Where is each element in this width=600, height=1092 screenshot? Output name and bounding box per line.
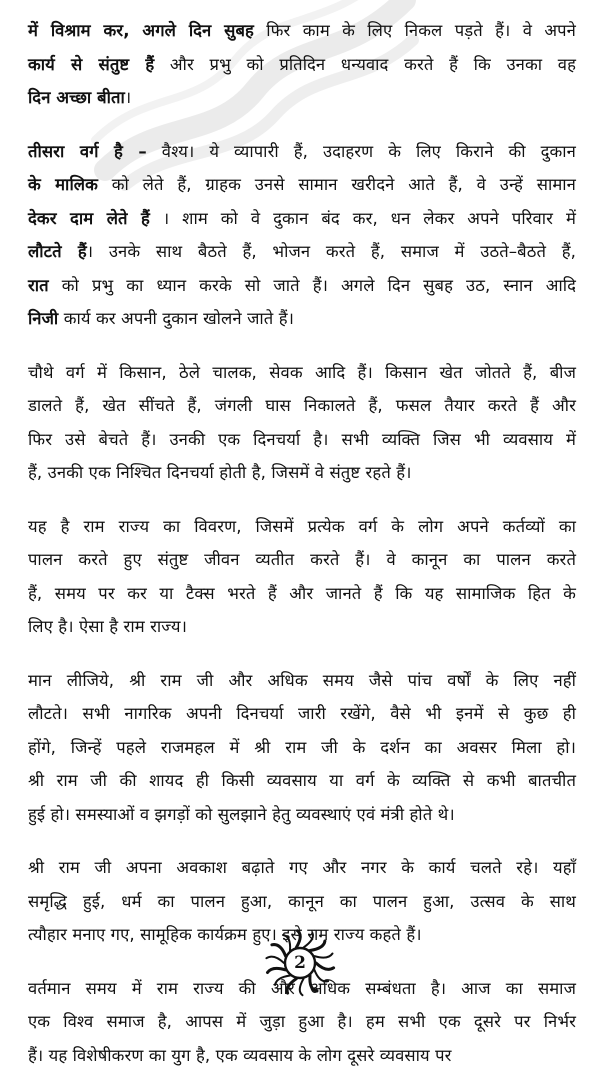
paragraph bbox=[28, 664, 576, 832]
text-line bbox=[28, 798, 576, 832]
line-text: कार्य कर अपनी दुकान खोलने जाते हैं। bbox=[58, 309, 295, 328]
line-text: हैं, उनकी एक निश्चित दिनचर्या होती है, जिसमें वे संतुष्ट रहते हैं। bbox=[28, 463, 412, 482]
paragraph bbox=[28, 135, 576, 336]
bold-text: के मालिक bbox=[28, 175, 98, 194]
line-text: । bbox=[124, 88, 132, 107]
line-text: श्री राम जी की शायद ही किसी व्यवसाय या वर्ग के व्यक्ति से कभी बातचीत bbox=[28, 771, 576, 790]
line-text: को लेते हैं, ग्राहक उनसे सामान खरीदने आते हैं, वे उन्हें सामान bbox=[97, 175, 576, 194]
page-number: 2 bbox=[294, 953, 306, 973]
text-line bbox=[28, 1039, 576, 1073]
line-text: डालते हैं, खेत सींचते हैं, जंगली घास निकालते हैं, फसल तैयार करते हैं और bbox=[28, 396, 576, 415]
text-line bbox=[28, 456, 576, 490]
line-text: लौटते। सभी नागरिक अपनी दिनचर्या जारी रखेंगे, वैसे भी इनमें से कुछ ही bbox=[28, 704, 576, 723]
line-text: चौथे वर्ग में किसान, ठेले चालक, सेवक आदि हैं। किसान खेत जोतते हैं, बीज bbox=[28, 362, 576, 382]
bold-text: तीसरा वर्ग है – bbox=[28, 141, 147, 161]
bold-text: कार्य से संतुष्ट हैं bbox=[28, 54, 155, 74]
line-text: फिर उसे बेचते हैं। उनकी एक दिनचर्या है। सभी व्यक्ति जिस भी व्यवसाय में bbox=[28, 429, 576, 449]
line-text: लिए है। ऐसा है राम राज्य। bbox=[28, 617, 187, 636]
text-line bbox=[28, 389, 576, 423]
line-text: । शाम को वे दुकान बंद कर, धन लेकर अपने परिवार में bbox=[149, 208, 576, 228]
line-text: यह है राम राज्य का विवरण, जिसमें प्रत्येक वर्ग के लोग अपने कर्तव्यों का bbox=[28, 516, 576, 536]
line-text: हैं, समय पर कर या टैक्स भरते हैं और जानते हैं कि यह सामाजिक हित के bbox=[28, 583, 576, 603]
text-line bbox=[28, 543, 576, 577]
line-text: को प्रभु का ध्यान करके सो जाते हैं। अगले दिन सुबह उठ, स्नान आदि bbox=[48, 275, 576, 295]
bold-text: रात bbox=[28, 275, 49, 295]
paragraph bbox=[28, 14, 576, 115]
line-text: समृद्धि हुई, धर्म का पालन हुआ, कानून का पालन हुआ, उत्सव के साथ bbox=[28, 891, 576, 911]
paragraph bbox=[28, 510, 576, 644]
line-text: फिर काम के लिए निकल पड़ते हैं। वे अपने bbox=[253, 21, 576, 40]
line-text: हुई हो। समस्याओं व झगड़ों को सुलझाने हेतु व्यवस्थाएं एवं मंत्री होते थे। bbox=[28, 804, 455, 824]
text-line bbox=[28, 664, 576, 698]
line-text: मान लीजिये, श्री राम जी और अधिक समय जैसे पांच वर्षों के लिए नहीं bbox=[28, 670, 576, 690]
bold-text: दिन अच्छा बीता bbox=[28, 88, 125, 107]
bold-text: में विश्राम कर, अगले दिन सुबह bbox=[28, 21, 254, 40]
line-text: और प्रभु को प्रतिदिन धन्यवाद करते हैं कि उनका वह bbox=[154, 54, 576, 74]
text-line bbox=[28, 610, 576, 644]
text-line bbox=[28, 202, 576, 236]
text-line bbox=[28, 235, 576, 269]
bold-text: निजी bbox=[28, 309, 59, 328]
text-line bbox=[28, 423, 576, 457]
text-line bbox=[28, 731, 576, 765]
text-line bbox=[28, 1005, 576, 1039]
text-line bbox=[28, 510, 576, 544]
line-text: । उनके साथ बैठते हैं, भोजन करते हैं, समाज में उठते–बैठते हैं, bbox=[86, 242, 576, 261]
text-line bbox=[28, 885, 576, 919]
text-line bbox=[28, 302, 576, 336]
text-line bbox=[28, 697, 576, 731]
line-text: वर्तमान समय में राम राज्य की और अधिक सम्बंधता है। आज का समाज bbox=[28, 978, 576, 998]
line-text: हैं। यह विशेषीकरण का युग है, एक व्यवसाय के लोग दूसरे व्यवसाय पर bbox=[28, 1045, 452, 1065]
line-text: होंगे, जिन्हें पहले राजमहल में श्री राम जी के दर्शन का अवसर मिला हो। bbox=[28, 737, 576, 757]
text-line bbox=[28, 168, 576, 202]
text-line bbox=[28, 577, 576, 611]
line-text: त्यौहार मनाए गए, सामूहिक कार्यक्रम हुए। इसे राम राज्य कहते हैं। bbox=[28, 925, 422, 944]
text-line bbox=[28, 269, 576, 303]
bold-text: लौटते हैं bbox=[28, 242, 87, 261]
bold-text: देकर दाम लेते हैं bbox=[28, 208, 150, 228]
paragraph bbox=[28, 356, 576, 490]
text-line bbox=[28, 81, 576, 115]
text-line bbox=[28, 764, 576, 798]
text-line bbox=[28, 48, 576, 82]
text-line bbox=[28, 14, 576, 48]
line-text: एक विश्व समाज है, आपस में जुड़ा हुआ है। हम सभी एक दूसरे पर निर्भर bbox=[28, 1012, 576, 1031]
line-text: वैश्य। ये व्यापारी हैं, उदाहरण के लिए किराने की दुकान bbox=[146, 141, 576, 161]
line-text: पालन करते हुए संतुष्ट जीवन व्यतीत करते हैं। वे कानून का पालन करते bbox=[28, 550, 576, 569]
line-text: श्री राम जी अपना अवकाश बढ़ाते गए और नगर के कार्य चलते रहे। यहाँ bbox=[28, 858, 576, 877]
text-line bbox=[28, 356, 576, 390]
text-line bbox=[28, 851, 576, 885]
text-line bbox=[28, 135, 576, 169]
